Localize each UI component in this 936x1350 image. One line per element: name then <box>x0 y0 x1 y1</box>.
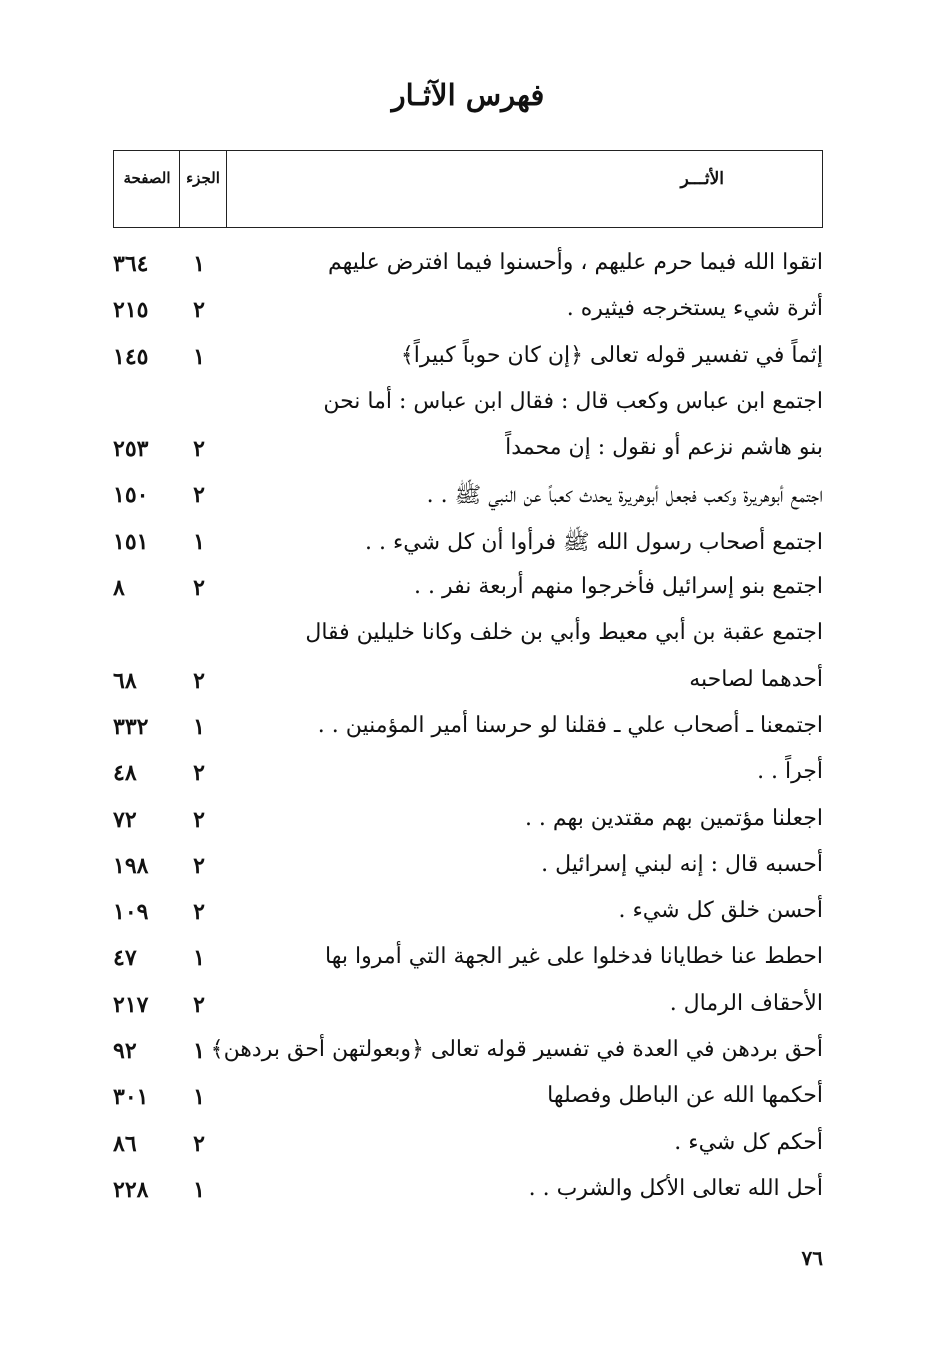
header-safha: الصفحة <box>123 169 171 187</box>
page-ref: ٤٨ <box>113 760 137 787</box>
athar-text: اجتمع أصحاب رسول الله ﷺ فرأوا أن كل شيء . . <box>364 529 823 555</box>
index-row <box>0 383 936 429</box>
index-row <box>0 568 936 614</box>
index-row <box>0 429 936 475</box>
athar-text: إثماً في تفسير قوله تعالى ﴿إن كان حوباً كبيراً﴾ <box>400 342 823 368</box>
page-ref: ١٠٩ <box>113 899 149 926</box>
volume-number: ٢ <box>193 482 205 509</box>
index-row <box>0 475 936 521</box>
athar-text: اتقوا الله فيما حرم عليهم ، وأحسنوا فيما افترض عليهم <box>327 250 823 275</box>
page-ref: ٢٥٣ <box>113 436 149 463</box>
athar-text: أحكمها الله عن الباطل وفصلها <box>547 1083 823 1109</box>
index-row <box>0 938 936 984</box>
page-title: فهرس الآثـار <box>391 78 545 112</box>
index-row <box>0 244 936 290</box>
volume-number: ٢ <box>193 899 205 926</box>
athar-text: أحل الله تعالى الأكل والشرب . . <box>528 1175 823 1201</box>
page-ref: ٨٦ <box>113 1130 137 1157</box>
index-row <box>0 800 936 846</box>
page-ref: ١٩٨ <box>113 852 149 879</box>
index-row <box>0 707 936 753</box>
index-row <box>0 1124 936 1170</box>
athar-text: اجعلنا مؤتمين بهم مقتدين بهم . . <box>524 805 823 831</box>
athar-text: اجتمع عقبة بن أبي معيط وأبي بن خلف وكانا خليلين فقال <box>305 620 823 646</box>
page-ref: ٢١٧ <box>113 991 149 1018</box>
page-ref: ١٤٥ <box>113 343 149 370</box>
page-ref: ٩٢ <box>113 1038 137 1065</box>
index-row <box>0 892 936 938</box>
column-divider <box>179 151 180 227</box>
athar-text: أحسبه قال : إنه لبني إسرائيل . <box>541 851 823 877</box>
volume-number: ١ <box>193 528 205 555</box>
page-number: ٧٦ <box>801 1246 823 1270</box>
athar-text: أثرة شيء يستخرجه فيثيره . <box>566 296 823 322</box>
volume-number: ١ <box>193 713 205 740</box>
index-row <box>0 846 936 892</box>
volume-number: ٢ <box>193 436 205 463</box>
athar-text: اجتمعنا ـ أصحاب علي ـ فقلنا لو حرسنا أمير المؤمنين . . <box>317 712 823 738</box>
table-header <box>113 150 823 228</box>
page-ref: ٢٢٨ <box>113 1176 149 1203</box>
index-row <box>0 1031 936 1077</box>
index-row <box>0 337 936 383</box>
athar-text: اجتمع بنو إسرائيل فأخرجوا منهم أربعة نفر . . <box>414 574 823 600</box>
volume-number: ٢ <box>193 667 205 694</box>
index-row <box>0 661 936 707</box>
header-juz: الجزء <box>186 169 220 187</box>
volume-number: ٢ <box>193 760 205 787</box>
athar-text: اجتمع أبوهريرة وكعب فجعل أبوهريرة يحدث كعباً عن النبي ﷺ . . <box>426 483 823 509</box>
index-row <box>0 1077 936 1123</box>
index-list <box>0 244 936 1216</box>
page-ref: ١٥١ <box>113 528 149 555</box>
volume-number: ١ <box>193 1176 205 1203</box>
volume-number: ١ <box>193 251 205 277</box>
index-row <box>0 1170 936 1216</box>
athar-text: أحسن خلق كل شيء . <box>618 898 823 924</box>
volume-number: ١ <box>193 343 205 370</box>
page-ref: ٨ <box>113 575 125 602</box>
athar-text: أجراً . . <box>757 759 823 785</box>
page-ref: ٤٧ <box>113 945 137 972</box>
page-ref: ٧٢ <box>113 806 137 833</box>
page-ref: ١٥٠ <box>113 482 149 509</box>
volume-number: ٢ <box>193 852 205 879</box>
volume-number: ٢ <box>193 991 205 1018</box>
athar-text: الأحقاف الرمال . <box>669 990 823 1016</box>
athar-text: أحكم كل شيء . <box>674 1129 823 1155</box>
index-row <box>0 753 936 799</box>
athar-text: اجتمع ابن عباس وكعب قال : فقال ابن عباس : أما نحن <box>323 388 823 414</box>
athar-text: أحدهما لصاحبه <box>689 666 823 692</box>
volume-number: ٢ <box>193 297 205 324</box>
volume-number: ٢ <box>193 806 205 833</box>
index-row <box>0 985 936 1031</box>
index-row <box>0 290 936 336</box>
page-ref: ٢١٥ <box>113 297 149 324</box>
volume-number: ١ <box>193 1084 205 1111</box>
index-row <box>0 614 936 660</box>
volume-number: ٢ <box>193 1130 205 1157</box>
volume-number: ١ <box>193 945 205 972</box>
volume-number: ٢ <box>193 575 205 602</box>
athar-text: احطط عنا خطايانا فدخلوا على غير الجهة التي أمروا بها <box>325 944 823 970</box>
page-ref: ٣٠١ <box>113 1084 149 1111</box>
page-ref: ٣٦٤ <box>113 251 149 277</box>
athar-text: بنو هاشم نزعم أو نقول : إن محمداً <box>505 435 823 461</box>
header-athar: الأثـــر <box>680 169 724 189</box>
index-row <box>0 522 936 568</box>
page-ref: ٣٣٢ <box>113 713 149 740</box>
volume-number: ١ <box>193 1038 205 1065</box>
page-ref: ٦٨ <box>113 667 137 694</box>
athar-text: أحق بردهن في العدة في تفسير قوله تعالى ﴿وبعولتهن أحق بردهن﴾ <box>210 1037 823 1063</box>
column-divider <box>226 151 227 227</box>
